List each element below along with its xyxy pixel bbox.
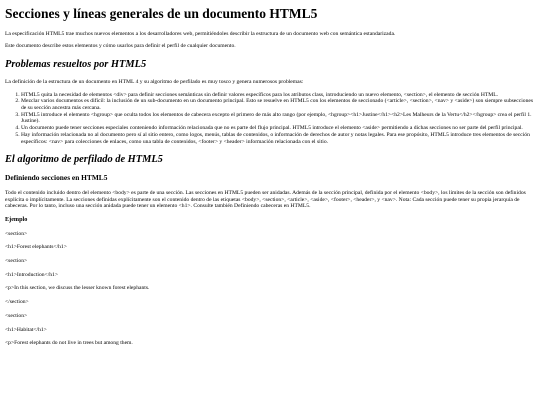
code-line: <h1>Introduction</h1> [5,271,59,278]
section-heading-algorithm: El algoritmo de perfilado de HTML5 [5,154,163,166]
list-item: 5. Hay información relacionada no al documento pero sí al sitio entero, como logos, menús, tablas de contenidos, o información de derechos de autor y notas legales. Para ese propósito, HTML5 introduce tres elementos de sección específicos: <nav> para colecciones de enlaces, como una tabla de contenidos, <footer> y <header> información relacionada con el sitio. [21,132,535,145]
list-item: 2. Mezclar varios documentos es difícil: la inclusión de un sub-documento en un documento principal. Esto se resuelve en HTML5 con los elementos de seccionado (<article>, <section>, <nav> y <aside>) son siempre subsecciones de su sección ancestra más cercana. [21,98,535,111]
page-title: Secciones y líneas generales de un documento HTML5 [5,6,318,21]
list-item: 4. Un documento puede tener secciones especiales conteniendo información relacionada que no es parte del flujo principal. HTML5 introduce el elemento <aside> permitiendo a dichas secciones no ser parte del perfil principal. [21,125,535,132]
problems-intro-paragraph: La definición de la estructura de un documento en HTML 4 y su algoritmo de perfilado es muy tosco y genera numerosos problemas: [5,78,304,85]
list-item: 1. HTML5 quita la necesidad de elementos <div> para definir secciones semánticas sin definir valores específicos para los atributos class, introduciendo un nuevo elemento, <section>, el elemento de sección HTML. [21,92,535,99]
code-line: <section> [5,312,28,319]
code-line: <section> [5,230,28,237]
intro-paragraph-2: Este documento describe estos elementos y cómo usarlos para definir el perfil de cualquier documento. [5,43,236,50]
example-heading: Ejemplo [5,216,28,224]
code-line: <h1>Habitat</h1> [5,326,47,333]
code-example [5,231,535,347]
problems-list [5,92,535,146]
code-line: <h1>Forest elephants</h1> [5,244,67,251]
section-heading-problems: Problemas resueltos por HTML5 [5,58,147,70]
intro-paragraph-1: La especificación HTML5 trae muchos nuevos elementos a los desarrolladores web, permitiéndoles describir la estructura de un documento web con semántica estandarizada. [5,30,396,37]
code-line: <p>Forest elephants do not live in trees but among them. [5,340,133,347]
list-item: 3. HTML5 introduce el elemento <hgroup> que oculta todos los elementos de cabecera excepto el primero de más alto rango (por ejemplo, <hgroup><h1>Justine</h1><h2>Les Malheurs de la Vertu</h2></hgroup> crea el perfil 1. Justine). [21,112,535,125]
code-line: </section> [5,299,29,306]
code-line: <p>In this section, we discuss the lesser known forest elephants. [5,285,150,292]
defining-sections-paragraph: Todo el contenido incluido dentro del elemento <body> es parte de una sección. Las secciones en HTML5 pueden ser anidadas. Además de la sección principal, definida por el elemento <body>, los límites de la sección son definidos explícita o implícitamente. La secciones definidas explícitamente son el contenido dentro de las etiquetas <body>, <section>, <article>, <aside>, <footer>, <header>, y <nav>. Nota: Cada sección puede tener su propia jerarquía de cabeceras. Por lo tanto, incluso una sección anidada puede tener un elemento <h1>. Consulte también Definiendo cabeceras en HTML5. [5,190,526,210]
subheading-defining-sections: Definiendo secciones en HTML5 [5,173,108,183]
code-line: <section> [5,257,28,264]
